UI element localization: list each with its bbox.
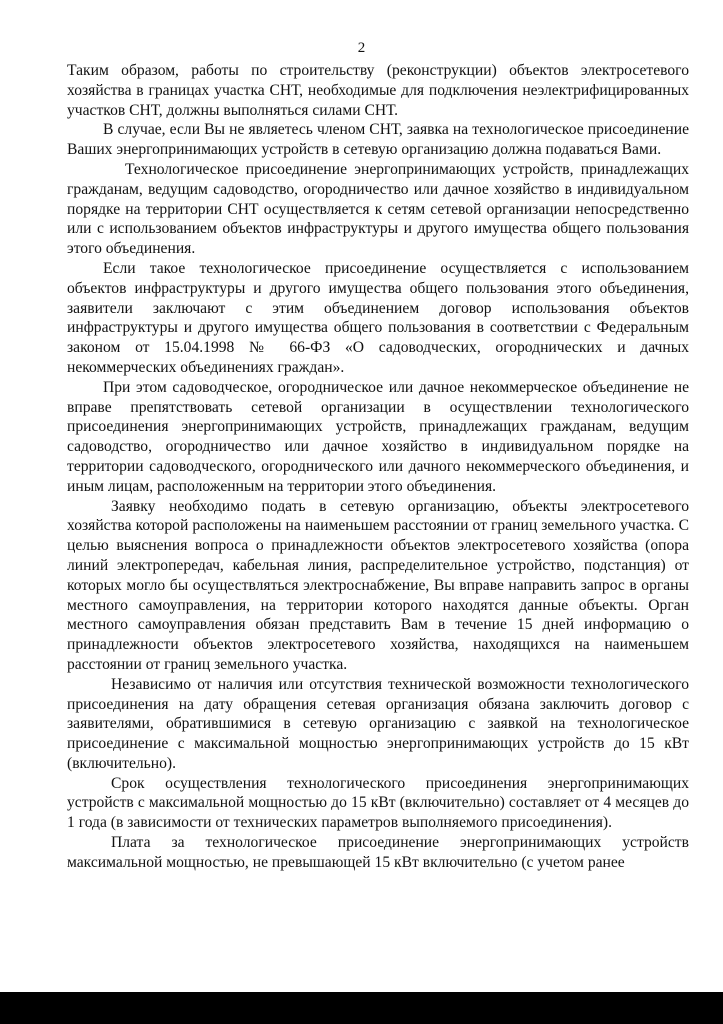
scan-bottom-border	[0, 992, 723, 1024]
paragraph-7: Независимо от наличия или отсутствия технической возможности технологического присоединения на дату обращения сетевая организация обязана заключить договор с заявителями, обратившимися в сетевую организацию с заявкой на технологическое присоединение с максимальной мощностью энергопринимающих устройств до 15 кВт (включительно).	[67, 675, 689, 772]
document-body	[67, 61, 689, 873]
page-number: 2	[357, 40, 366, 56]
paragraph-8: Срок осуществления технологического присоединения энергопринимающих устройств с максимальной мощностью до 15 кВт (включительно) составляет от 4 месяцев до 1 года (в зависимости от технических параметров выполняемого присоединения).	[67, 774, 689, 832]
paragraph-4: Если такое технологическое присоединение осуществляется с использованием объектов инфраструктуры и другого имущества общего пользования этого объединения, заявители заключают с этим объединением договор использования объектов инфраструктуры и другого имущества общего пользования в соответствии с Федеральным законом от 15.04.1998 № 66-ФЗ «О садоводческих, огороднических и дачных некоммерческих объединениях граждан».	[67, 259, 689, 376]
paragraph-9: Плата за технологическое присоединение энергопринимающих устройств максимальной мощностью, не превышающей 15 кВт включительно (с учетом ранее	[67, 834, 689, 871]
paragraph-1: Таким образом, работы по строительству (реконструкции) объектов электросетевого хозяйства в границах участка СНТ, необходимые для подключения неэлектрифицированных участков СНТ, должны выполняться силами СНТ.	[67, 62, 689, 119]
paragraph-6: Заявку необходимо подать в сетевую организацию, объекты электросетевого хозяйства которой расположены на наименьшем расстоянии от границ земельного участка. С целью выяснения вопроса о принадлежности объектов электросетевого хозяйства (опора линий электропередач, кабельная линия, распределительное устройство, подстанция) от которых могло бы осуществляться электроснабжение, Вы вправе направить запрос в органы местного самоуправления, на территории которого находятся данные объекты. Орган местного самоуправления обязан представить Вам в течение 15 дней информацию о принадлежности объектов электросетевого хозяйства, находящихся на наименьшем расстоянии от границ земельного участка.	[67, 497, 689, 673]
paragraph-3: Технологическое присоединение энергопринимающих устройств, принадлежащих гражданам, ведущим садоводство, огородничество или дачное хозяйство в индивидуальном порядке на территории СНТ осуществляется к сетям сетевой организации непосредственно или с использованием объектов инфраструктуры и другого имущества общего пользования этого объединения.	[67, 160, 689, 258]
paragraph-2: В случае, если Вы не являетесь членом СНТ, заявка на технологическое присоединение Ваших энергопринимающих устройств в сетевую организацию должна подаваться Вами.	[67, 121, 689, 159]
paragraph-5: При этом садоводческое, огородническое или дачное некоммерческое объединение не вправе препятствовать сетевой организации в осуществлении технологического присоединения энергопринимающих устройств, принадлежащих гражданам, ведущим садоводство, огородничество или дачное хозяйство в индивидуальном порядке на территории садоводческого, огороднического или дачного некоммерческого объединения, и иным лицам, расположенным на территории этого объединения.	[67, 378, 689, 495]
